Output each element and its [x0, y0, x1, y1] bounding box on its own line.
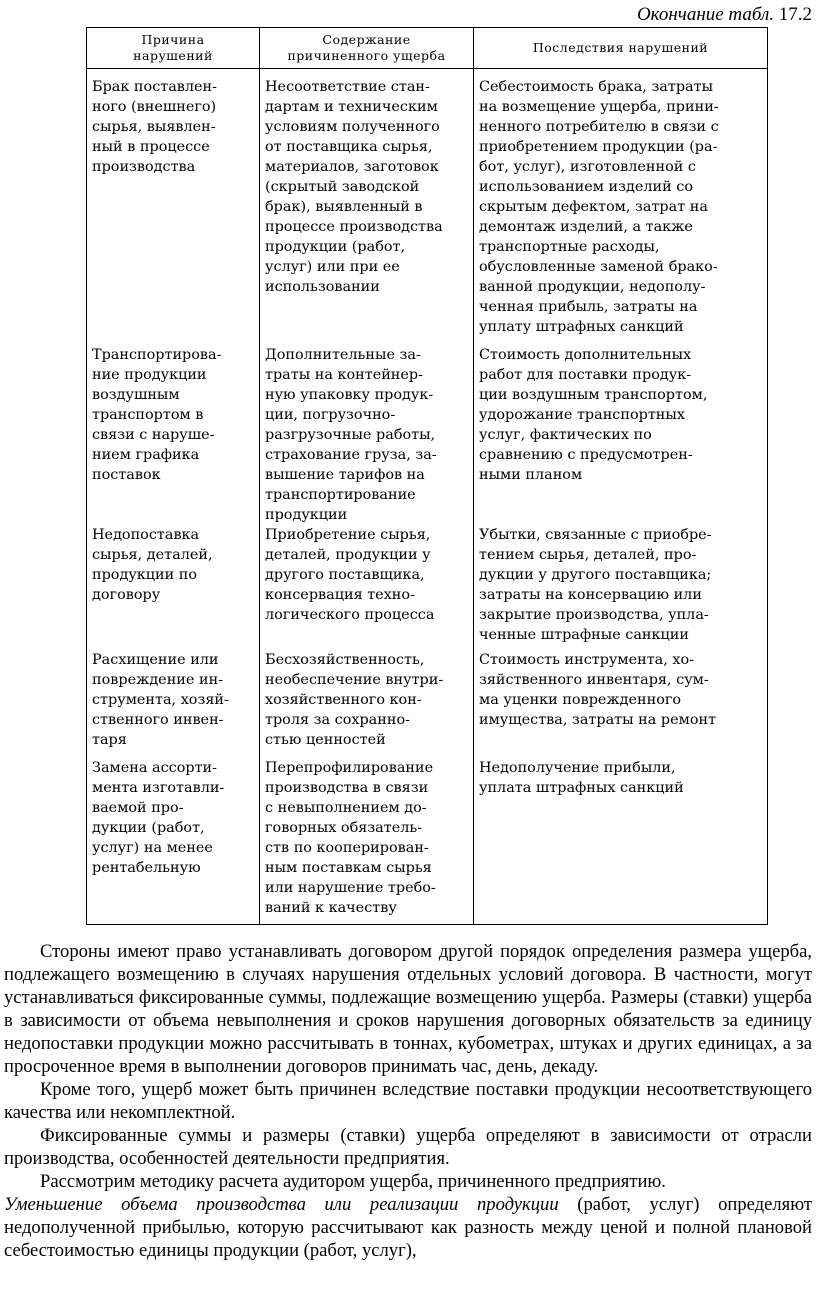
cell-consequence: Стоимость инструмента, хо- зяйственного инвентаря, сум- ма уценки поврежденного имущества, затраты на ремонт: [474, 650, 768, 758]
cell-content: Несоответствие стан- дартам и техническим условиям полученного от поставщика сырья, материалов, заготовок (скрытый заводской брак), выявленный в процессе производства продукции (работ, услуг) или при ее использовании: [260, 69, 474, 346]
paragraph: Стороны имеют право устанавливать договором другой порядок определения размера ущерба, подлежащего возмещению в случаях нарушения отдельных условий договора. В частности, могут устанавливаться фиксированные суммы, подлежащие возмещению ущерба. Размеры (ставки) ущерба в зависимости от объема невыполнения и сроков нарушения договорных обязательств за единицу недопоставки продукции можно рассчитывать в тоннах, кубометрах, штуках и других единицах, а за просроченное время в выполнении договоров принимать час, день, декаду.: [4, 941, 812, 1077]
body-text: [4, 940, 812, 1262]
paragraph: [4, 1193, 812, 1262]
header-cause: Причина нарушений: [87, 28, 260, 69]
table-row: [87, 758, 768, 925]
cell-consequence: Себестоимость брака, затраты на возмещение ущерба, прини- ненного потребителю в связи с приобретением продукции (ра- бот, услуг), изготовленной с использованием изделий со скрытым дефектом, затрат на демонтаж изделий, а также транспортные расходы, обусловленные заменой брако- ванной продукции, недополу- ченная прибыль, затраты на уплату штрафных санкций: [474, 69, 768, 346]
cell-content: Перепрофилирование производства в связи с невыполнением до- говорных обязатель- ств по кооперирован- ным поставкам сырья или нарушение требо- ваний к качеству: [260, 758, 474, 925]
paragraph: Фиксированные суммы и размеры (ставки) ущерба определяют в зависимости от отрасли производства, особенностей деятельности предприятия.: [4, 1125, 812, 1169]
cell-content: Бесхозяйственность, необеспечение внутри- хозяйственного кон- троля за сохранно- стью ценностей: [260, 650, 474, 758]
paragraph: Кроме того, ущерб может быть причинен вследствие поставки продукции несоответствующего качества или некомплектной.: [4, 1079, 812, 1123]
paragraph: Рассмотрим методику расчета аудитором ущерба, причиненного предприятию.: [40, 1171, 666, 1192]
table-header-row: [87, 28, 768, 69]
cell-consequence: Убытки, связанные с приобре- тением сырья, деталей, про- дукции у другого поставщика; затраты на консервацию или закрытие производства, упла- ченные штрафные санкции: [474, 525, 768, 650]
cell-content: Дополнительные за- траты на контейнер- ную упаковку продук- ции, погрузочно- разгрузочные работы, страхование груза, за- вышение тарифов на транспортирование продукции: [260, 345, 474, 525]
cell-consequence: Недополучение прибыли, уплата штрафных санкций: [474, 758, 768, 925]
cell-cause: Недопоставка сырья, деталей, продукции по договору: [87, 525, 260, 650]
header-consequence: Последствия нарушений: [474, 28, 768, 69]
caption-number: 17.2: [778, 4, 812, 25]
italic-term: Уменьшение объема производства или реализации продукции: [4, 1194, 559, 1215]
table-row: [87, 650, 768, 758]
cell-cause: Брак поставлен- ного (внешнего) сырья, выявлен- ный в процессе производства: [87, 69, 260, 346]
cell-cause: Транспортирова- ние продукции воздушным транспортом в связи с наруше- нием графика поставок: [87, 345, 260, 525]
table-row: [87, 345, 768, 525]
cell-cause: Расхищение или повреждение ин- струмента, хозяй- ственного инвен- таря: [87, 650, 260, 758]
table-row: [87, 525, 768, 650]
table-row: [87, 69, 768, 346]
cell-cause: Замена ассорти- мента изготавли- ваемой про- дукции (работ, услуг) на менее рентабельную: [87, 758, 260, 925]
paragraph-rest: (работ, услуг) определяют недополученной прибылью, которую рассчитывают как разность между ценой и полной плановой себестоимостью единицы продукции (работ, услуг),: [4, 1194, 812, 1261]
cell-content: Приобретение сырья, деталей, продукции у другого поставщика, консервация техно- логического процесса: [260, 525, 474, 650]
table-caption: [637, 4, 812, 26]
damage-table: [86, 27, 768, 925]
cell-consequence: Стоимость дополнительных работ для поставки продук- ции воздушным транспортом, удорожание транспортных услуг, фактических по сравнению с предусмотрен- ными планом: [474, 345, 768, 525]
caption-prefix: Окончание табл.: [636, 4, 774, 25]
header-content: Содержание причиненного ущерба: [260, 28, 474, 69]
